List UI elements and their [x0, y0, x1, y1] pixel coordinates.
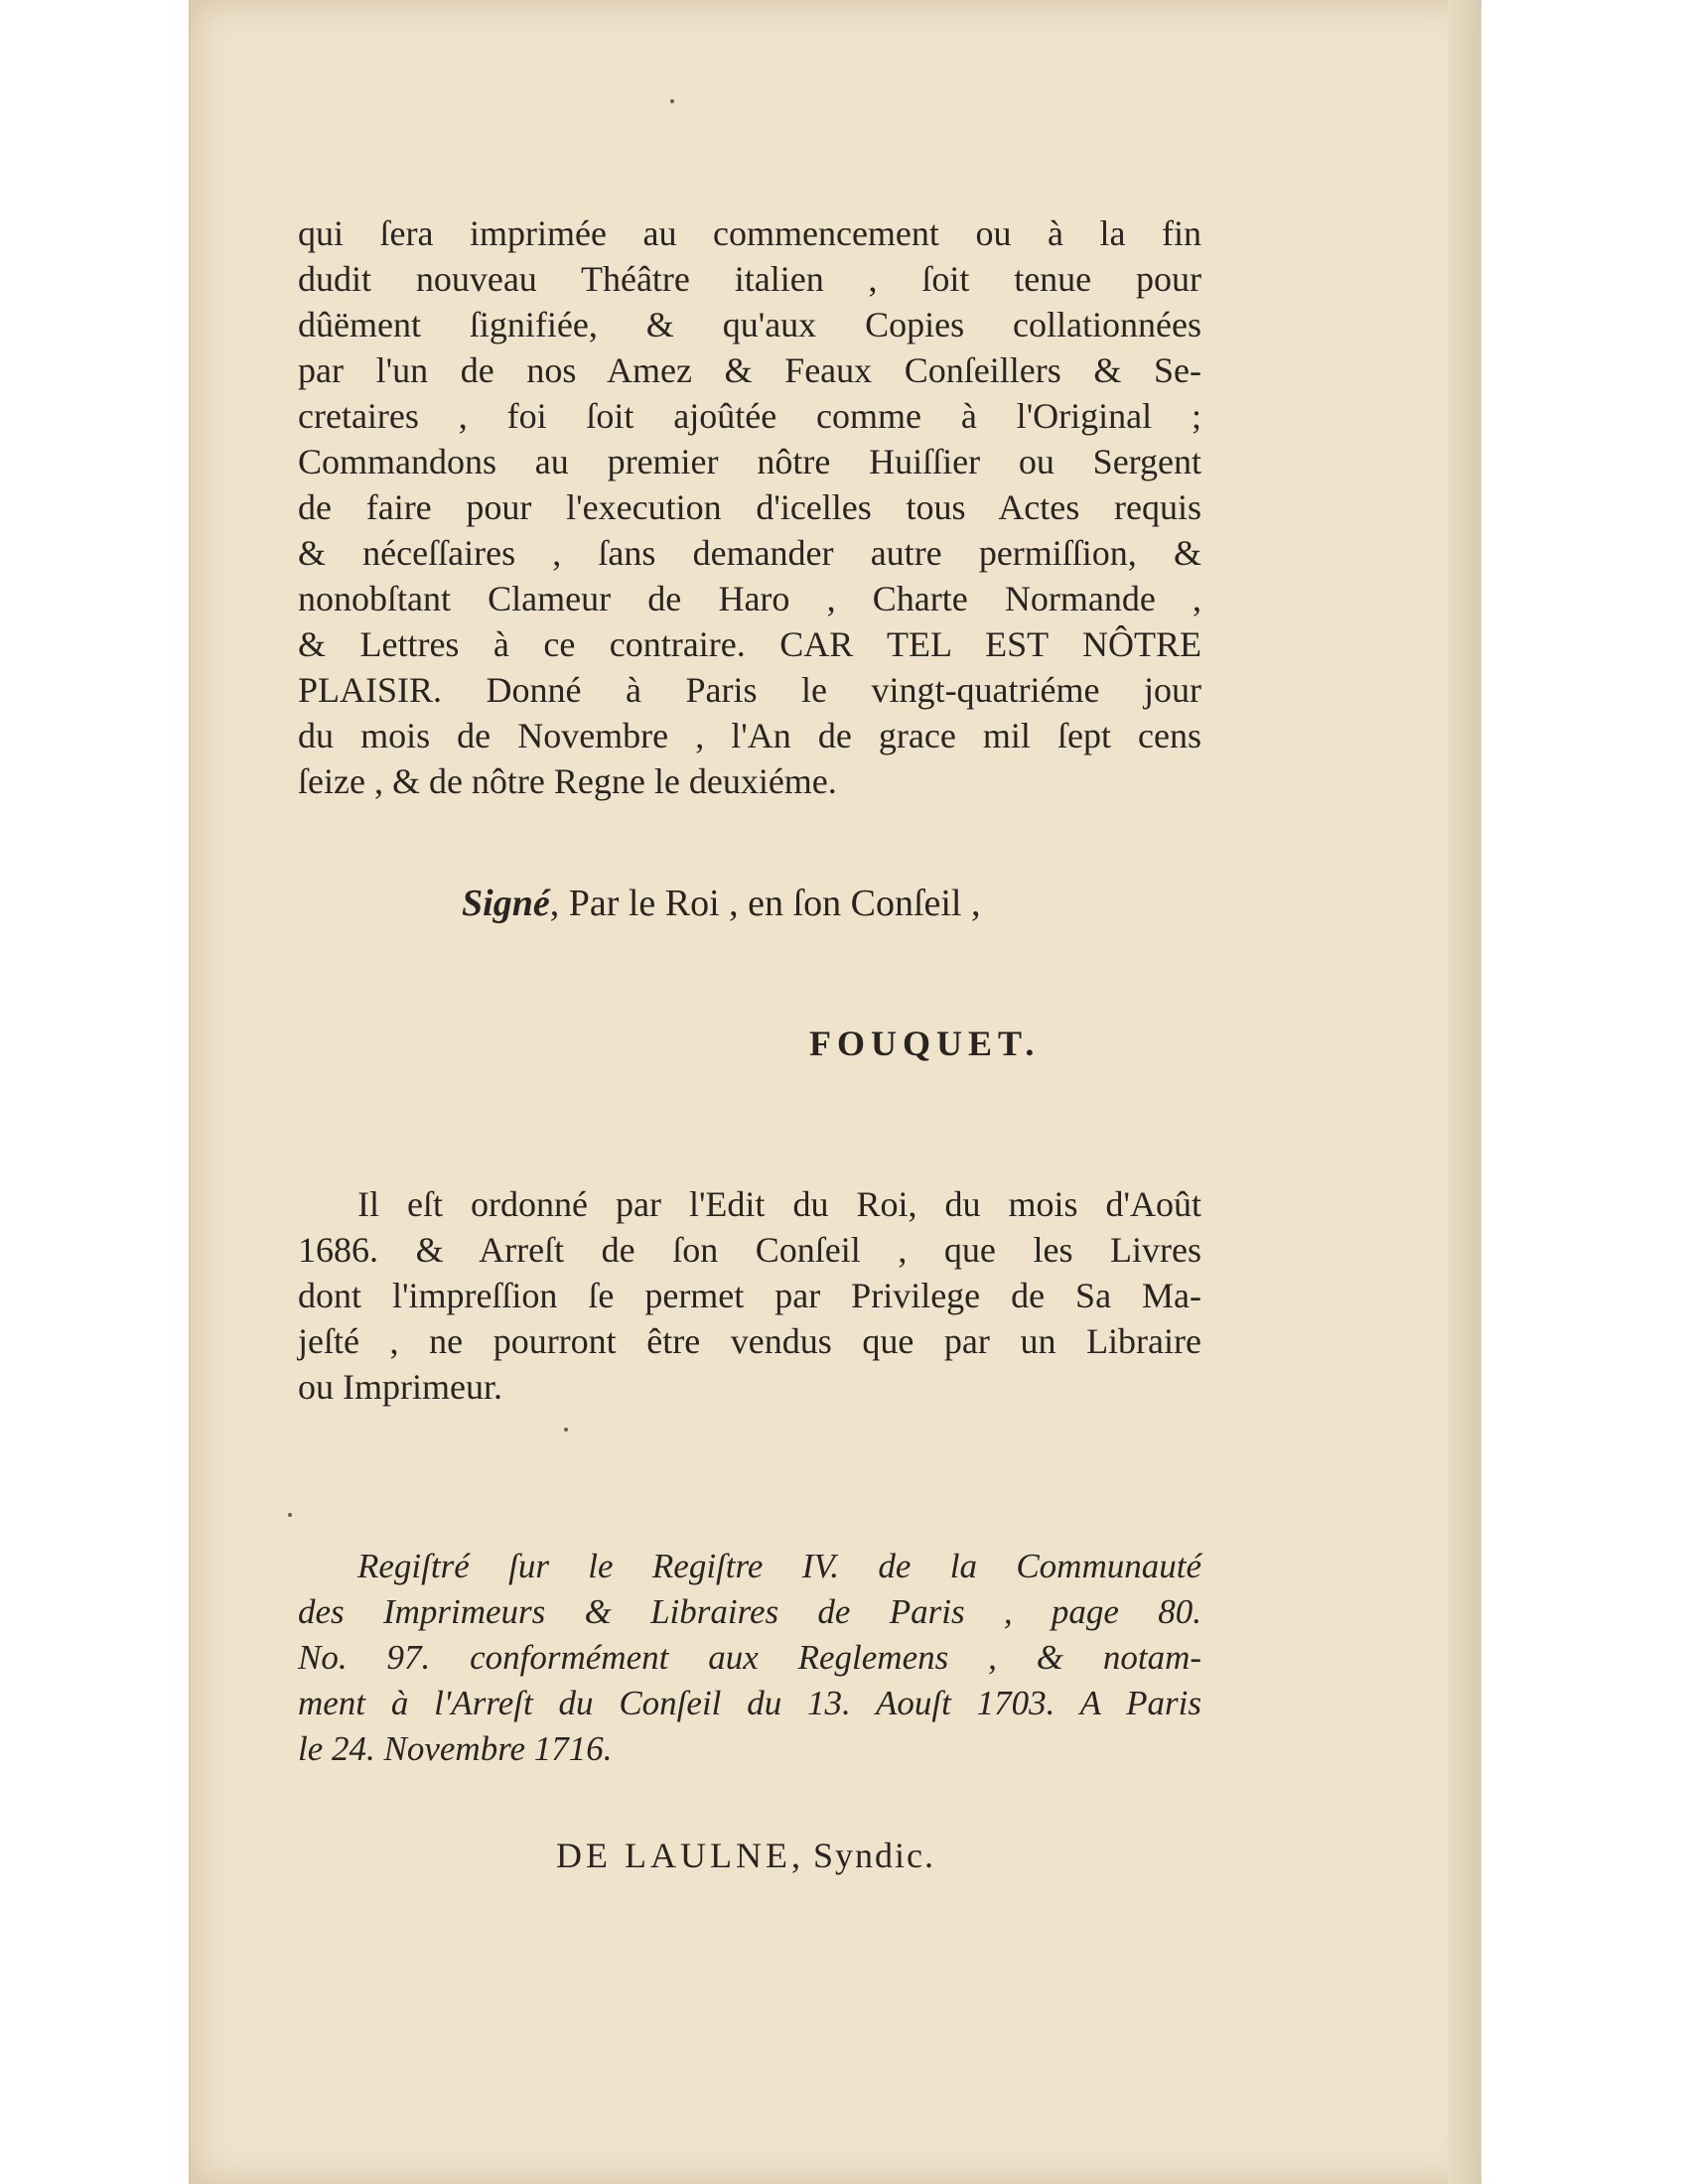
- edict-paragraph: [298, 1181, 1201, 1410]
- registre-line: des Imprimeurs & Libraires de Paris , page 80.: [298, 1592, 1201, 1631]
- signed-line: [462, 882, 981, 925]
- privilege-line: & Lettres à ce contraire. CAR TEL EST NÔTRE: [298, 624, 1201, 664]
- syndic-name: DE LAULNE: [556, 1836, 791, 1875]
- privilege-line: par l'un de nos Amez & Feaux Conſeillers & Se-: [298, 350, 1201, 390]
- privilege-line: dudit nouveau Théâtre italien , ſoit tenue pour: [298, 259, 1201, 299]
- edict-line: dont l'impreſſion ſe permet par Privilege de Sa Ma-: [298, 1276, 1201, 1315]
- edict-line: ou Imprimeur.: [298, 1367, 502, 1407]
- signed-text: , Par le Roi , en ſon Conſeil ,: [549, 883, 981, 924]
- registre-line: ment à l'Arreſt du Conſeil du 13. Aouſt 1703. A Paris: [298, 1684, 1201, 1722]
- privilege-line: ſeize , & de nôtre Regne le deuxiéme.: [298, 761, 837, 801]
- privilege-line: cretaires , foi ſoit ajoûtée comme à l'Original ;: [298, 396, 1201, 436]
- privilege-line: PLAISIR. Donné à Paris le vingt-quatriéme jour: [298, 670, 1201, 710]
- page-edge: [1448, 0, 1479, 2184]
- registre-line: No. 97. conformément aux Reglemens , & notam-: [298, 1638, 1201, 1677]
- privilege-paragraph: [298, 210, 1201, 804]
- edict-line: jeſté , ne pourront être vendus que par un Libraire: [298, 1321, 1201, 1361]
- paper-speck: [288, 1513, 292, 1517]
- paper-speck: [564, 1428, 568, 1432]
- privilege-line: nonobſtant Clameur de Haro , Charte Normande ,: [298, 579, 1201, 618]
- registre-line: le 24. Novembre 1716.: [298, 1729, 613, 1768]
- privilege-line: Commandons au premier nôtre Huiſſier ou Sergent: [298, 442, 1201, 481]
- privilege-line: qui ſera imprimée au commencement ou à la fin: [298, 213, 1201, 253]
- signatory-name: FOUQUET.: [809, 1024, 1041, 1063]
- syndic-signature: [556, 1835, 935, 1876]
- privilege-line: & néceſſaires , ſans demander autre permiſſion, &: [298, 533, 1201, 573]
- registre-paragraph: [298, 1544, 1201, 1772]
- privilege-line: du mois de Novembre , l'An de grace mil ſept cens: [298, 716, 1201, 755]
- privilege-line: de faire pour l'execution d'icelles tous Actes requis: [298, 487, 1201, 527]
- edict-line: 1686. & Arreſt de ſon Conſeil , que les Livres: [298, 1230, 1201, 1270]
- privilege-line: dûëment ſignifiée, & qu'aux Copies collationnées: [298, 305, 1201, 344]
- signed-prefix: Signé: [462, 883, 550, 924]
- paper-speck: [670, 99, 674, 103]
- registre-line: Regiſtré ſur le Regiſtre IV. de la Communauté: [357, 1547, 1201, 1585]
- edict-line: Il eſt ordonné par l'Edit du Roi, du mois d'Août: [357, 1184, 1201, 1224]
- syndic-title: , Syndic.: [790, 1836, 935, 1875]
